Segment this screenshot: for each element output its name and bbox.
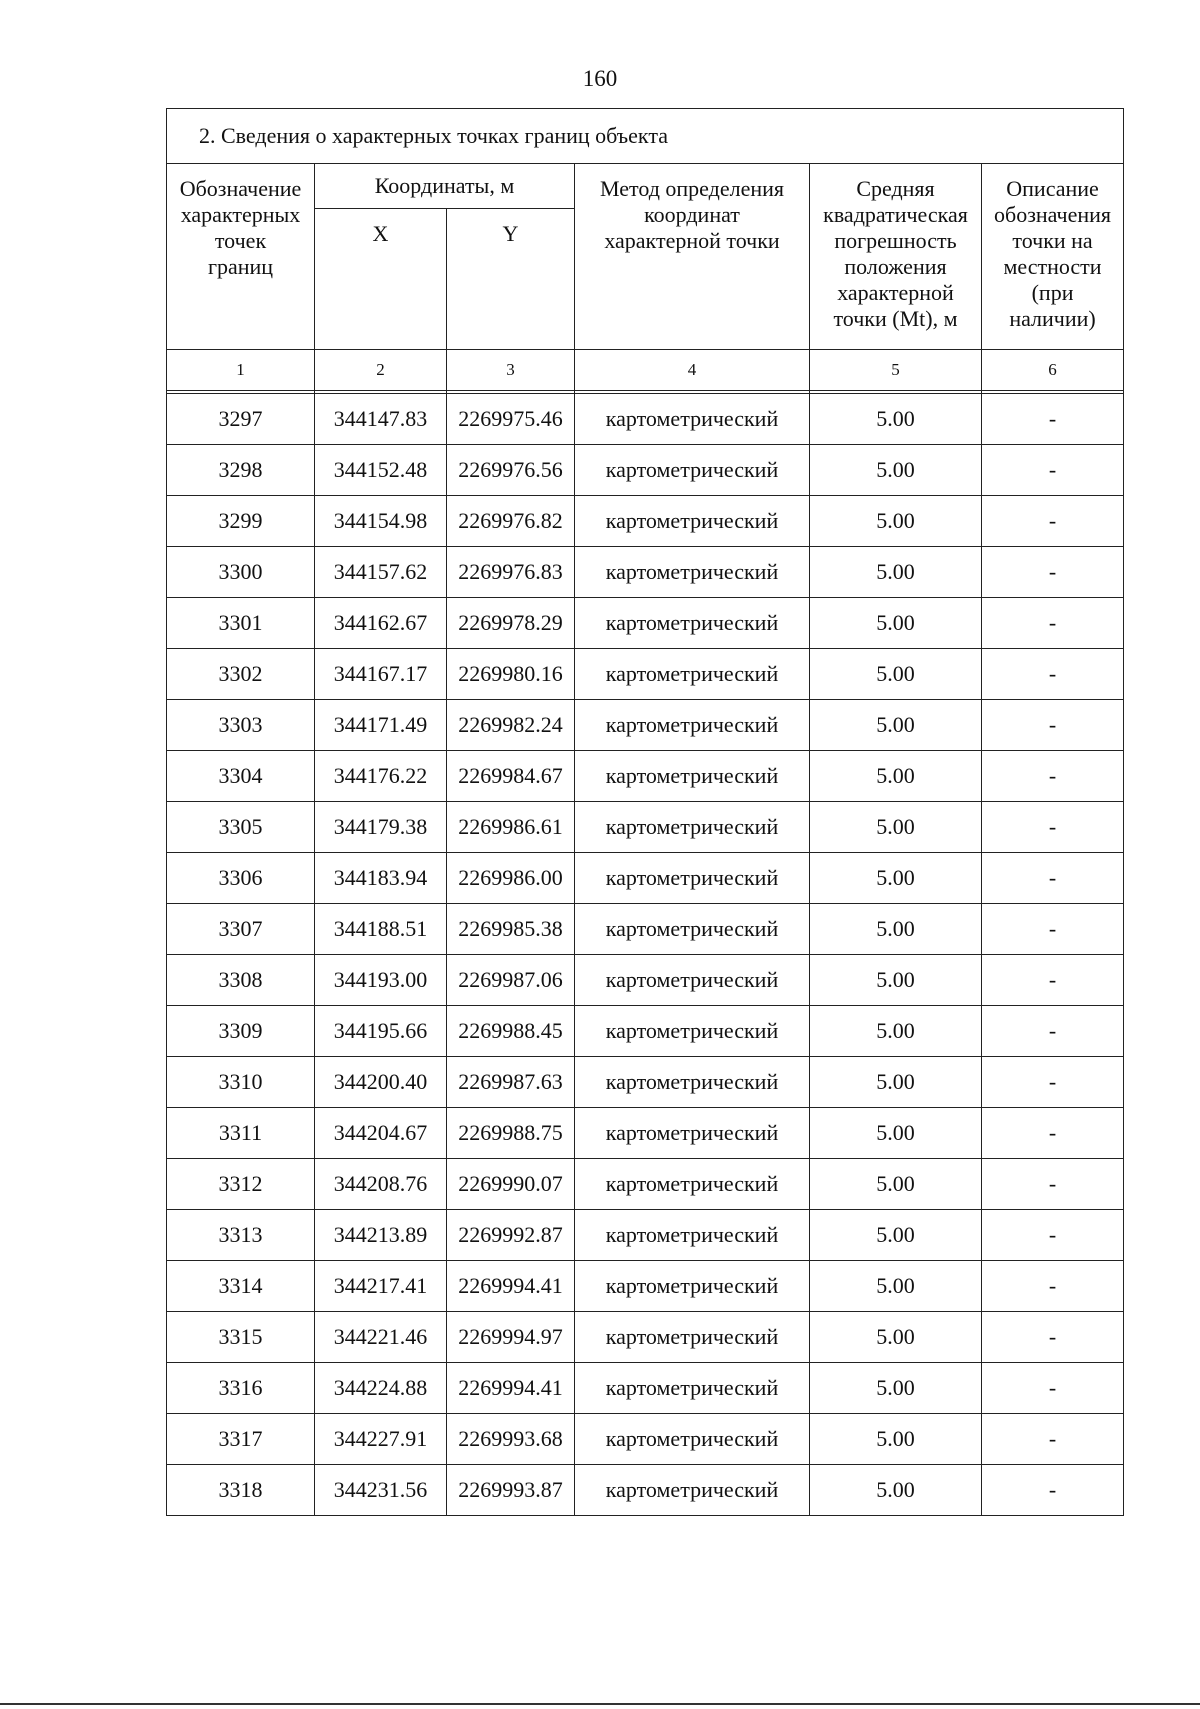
point-id-cell: 3302 xyxy=(167,649,315,700)
y-coordinate-cell: 2269988.75 xyxy=(447,1108,575,1159)
y-coordinate-cell: 2269987.63 xyxy=(447,1057,575,1108)
description-cell: - xyxy=(982,1465,1124,1516)
method-cell: картометрический xyxy=(575,1210,810,1261)
point-id-cell: 3316 xyxy=(167,1363,315,1414)
x-coordinate-cell: 344224.88 xyxy=(315,1363,447,1414)
mean-square-error-cell: 5.00 xyxy=(810,853,982,904)
header-line: наличии) xyxy=(1009,305,1096,331)
header-line: Средняя xyxy=(856,176,935,201)
method-cell: картометрический xyxy=(575,445,810,496)
y-coordinate-cell: 2269994.97 xyxy=(447,1312,575,1363)
point-id-cell: 3317 xyxy=(167,1414,315,1465)
point-id-cell: 3298 xyxy=(167,445,315,496)
table-row xyxy=(167,1006,1124,1057)
method-cell: картометрический xyxy=(575,955,810,1006)
mean-square-error-cell: 5.00 xyxy=(810,1465,982,1516)
x-coordinate-cell: 344176.22 xyxy=(315,751,447,802)
column-numbers-row xyxy=(167,350,1124,391)
header-line: положения xyxy=(844,253,947,279)
header-line: характерных xyxy=(180,201,301,227)
x-coordinate-cell: 344227.91 xyxy=(315,1414,447,1465)
description-cell: - xyxy=(982,955,1124,1006)
point-id-cell: 3309 xyxy=(167,1006,315,1057)
description-cell: - xyxy=(982,1159,1124,1210)
y-coordinate-cell: 2269982.24 xyxy=(447,700,575,751)
header-line: погрешность xyxy=(834,227,957,253)
mean-square-error-cell: 5.00 xyxy=(810,955,982,1006)
mean-square-error-cell: 5.00 xyxy=(810,802,982,853)
mean-square-error-cell: 5.00 xyxy=(810,1057,982,1108)
x-coordinate-cell: 344167.17 xyxy=(315,649,447,700)
section-title: 2. Сведения о характерных точках границ объекта xyxy=(167,109,1124,164)
x-coordinate-cell: 344179.38 xyxy=(315,802,447,853)
mean-square-error-cell: 5.00 xyxy=(810,1312,982,1363)
y-coordinate-cell: 2269984.67 xyxy=(447,751,575,802)
y-coordinate-cell: 2269986.61 xyxy=(447,802,575,853)
mean-square-error-cell: 5.00 xyxy=(810,1414,982,1465)
method-cell: картометрический xyxy=(575,853,810,904)
x-coordinate-cell: 344171.49 xyxy=(315,700,447,751)
mean-square-error-cell: 5.00 xyxy=(810,1210,982,1261)
x-coordinate-cell: 344147.83 xyxy=(315,394,447,445)
table-row xyxy=(167,547,1124,598)
description-cell: - xyxy=(982,853,1124,904)
table-row xyxy=(167,1057,1124,1108)
description-cell: - xyxy=(982,1414,1124,1465)
description-cell: - xyxy=(982,547,1124,598)
column-number: 4 xyxy=(575,350,810,391)
y-coordinate-cell: 2269994.41 xyxy=(447,1363,575,1414)
section-title-row xyxy=(167,109,1124,164)
header-line: Метод определения xyxy=(599,176,785,201)
table-row xyxy=(167,1210,1124,1261)
mean-square-error-cell: 5.00 xyxy=(810,1159,982,1210)
column-number: 1 xyxy=(167,350,315,391)
x-coordinate-cell: 344200.40 xyxy=(315,1057,447,1108)
y-coordinate-cell: 2269988.45 xyxy=(447,1006,575,1057)
table-row xyxy=(167,700,1124,751)
point-id-cell: 3308 xyxy=(167,955,315,1006)
mean-square-error-cell: 5.00 xyxy=(810,751,982,802)
mean-square-error-cell: 5.00 xyxy=(810,904,982,955)
table-row xyxy=(167,1261,1124,1312)
x-coordinate-cell: 344208.76 xyxy=(315,1159,447,1210)
header-line: границ xyxy=(207,253,274,279)
y-coordinate-cell: 2269976.82 xyxy=(447,496,575,547)
x-coordinate-cell: 344162.67 xyxy=(315,598,447,649)
y-coordinate-cell: 2269976.56 xyxy=(447,445,575,496)
x-coordinate-cell: 344152.48 xyxy=(315,445,447,496)
page-bottom-line xyxy=(0,1703,1200,1705)
header-method xyxy=(575,164,810,350)
y-coordinate-cell: 2269986.00 xyxy=(447,853,575,904)
y-coordinate-cell: 2269992.87 xyxy=(447,1210,575,1261)
method-cell: картометрический xyxy=(575,751,810,802)
x-coordinate-cell: 344221.46 xyxy=(315,1312,447,1363)
method-cell: картометрический xyxy=(575,1159,810,1210)
method-cell: картометрический xyxy=(575,394,810,445)
header-line: квадратическая xyxy=(823,201,968,227)
y-coordinate-cell: 2269990.07 xyxy=(447,1159,575,1210)
x-coordinate-cell: 344217.41 xyxy=(315,1261,447,1312)
header-line: координат xyxy=(644,201,740,227)
header-line: точек xyxy=(214,227,267,253)
point-id-cell: 3310 xyxy=(167,1057,315,1108)
method-cell: картометрический xyxy=(575,1465,810,1516)
mean-square-error-cell: 5.00 xyxy=(810,394,982,445)
point-id-cell: 3306 xyxy=(167,853,315,904)
point-id-cell: 3299 xyxy=(167,496,315,547)
method-cell: картометрический xyxy=(575,649,810,700)
header-mean-square-error xyxy=(810,164,982,350)
x-coordinate-cell: 344193.00 xyxy=(315,955,447,1006)
point-id-cell: 3297 xyxy=(167,394,315,445)
description-cell: - xyxy=(982,1363,1124,1414)
description-cell: - xyxy=(982,751,1124,802)
point-id-cell: 3311 xyxy=(167,1108,315,1159)
mean-square-error-cell: 5.00 xyxy=(810,445,982,496)
description-cell: - xyxy=(982,1312,1124,1363)
table-row xyxy=(167,1108,1124,1159)
y-coordinate-cell: 2269987.06 xyxy=(447,955,575,1006)
description-cell: - xyxy=(982,1006,1124,1057)
mean-square-error-cell: 5.00 xyxy=(810,649,982,700)
x-coordinate-cell: 344183.94 xyxy=(315,853,447,904)
table-row xyxy=(167,1414,1124,1465)
header-line: характерной точки xyxy=(604,227,780,253)
x-coordinate-cell: 344231.56 xyxy=(315,1465,447,1516)
header-row-1 xyxy=(167,164,1124,209)
method-cell: картометрический xyxy=(575,1363,810,1414)
method-cell: картометрический xyxy=(575,1261,810,1312)
point-id-cell: 3300 xyxy=(167,547,315,598)
table-row xyxy=(167,802,1124,853)
header-line: местности xyxy=(1003,253,1102,279)
mean-square-error-cell: 5.00 xyxy=(810,1363,982,1414)
method-cell: картометрический xyxy=(575,1006,810,1057)
table-row xyxy=(167,445,1124,496)
table-row xyxy=(167,394,1124,445)
method-cell: картометрический xyxy=(575,496,810,547)
method-cell: картометрический xyxy=(575,547,810,598)
table-row xyxy=(167,496,1124,547)
mean-square-error-cell: 5.00 xyxy=(810,1108,982,1159)
method-cell: картометрический xyxy=(575,1057,810,1108)
header-point-designation xyxy=(167,164,315,350)
point-id-cell: 3301 xyxy=(167,598,315,649)
method-cell: картометрический xyxy=(575,1108,810,1159)
x-coordinate-cell: 344195.66 xyxy=(315,1006,447,1057)
y-coordinate-cell: 2269976.83 xyxy=(447,547,575,598)
header-y: Y xyxy=(447,209,575,350)
column-number: 6 xyxy=(982,350,1124,391)
header-line: характерной xyxy=(837,279,954,305)
table-row xyxy=(167,904,1124,955)
point-id-cell: 3315 xyxy=(167,1312,315,1363)
y-coordinate-cell: 2269994.41 xyxy=(447,1261,575,1312)
page-number: 160 xyxy=(582,66,618,91)
method-cell: картометрический xyxy=(575,1414,810,1465)
column-number: 5 xyxy=(810,350,982,391)
y-coordinate-cell: 2269985.38 xyxy=(447,904,575,955)
description-cell: - xyxy=(982,598,1124,649)
description-cell: - xyxy=(982,1210,1124,1261)
method-cell: картометрический xyxy=(575,1312,810,1363)
description-cell: - xyxy=(982,649,1124,700)
point-id-cell: 3313 xyxy=(167,1210,315,1261)
description-cell: - xyxy=(982,1261,1124,1312)
header-line: (при xyxy=(1031,279,1074,305)
method-cell: картометрический xyxy=(575,700,810,751)
point-id-cell: 3304 xyxy=(167,751,315,802)
column-number: 3 xyxy=(447,350,575,391)
header-x: X xyxy=(315,209,447,350)
x-coordinate-cell: 344213.89 xyxy=(315,1210,447,1261)
table-row xyxy=(167,955,1124,1006)
description-cell: - xyxy=(982,496,1124,547)
x-coordinate-cell: 344157.62 xyxy=(315,547,447,598)
description-cell: - xyxy=(982,394,1124,445)
mean-square-error-cell: 5.00 xyxy=(810,1261,982,1312)
mean-square-error-cell: 5.00 xyxy=(810,598,982,649)
point-id-cell: 3314 xyxy=(167,1261,315,1312)
y-coordinate-cell: 2269993.87 xyxy=(447,1465,575,1516)
point-id-cell: 3307 xyxy=(167,904,315,955)
method-cell: картометрический xyxy=(575,802,810,853)
mean-square-error-cell: 5.00 xyxy=(810,1006,982,1057)
y-coordinate-cell: 2269978.29 xyxy=(447,598,575,649)
x-coordinate-cell: 344188.51 xyxy=(315,904,447,955)
table-row xyxy=(167,598,1124,649)
x-coordinate-cell: 344154.98 xyxy=(315,496,447,547)
table-row xyxy=(167,751,1124,802)
header-description xyxy=(982,164,1124,350)
y-coordinate-cell: 2269980.16 xyxy=(447,649,575,700)
header-coordinates: Координаты, м xyxy=(315,164,575,209)
description-cell: - xyxy=(982,700,1124,751)
boundary-points-table xyxy=(166,108,1124,1516)
mean-square-error-cell: 5.00 xyxy=(810,700,982,751)
table-row xyxy=(167,1312,1124,1363)
description-cell: - xyxy=(982,1057,1124,1108)
point-id-cell: 3305 xyxy=(167,802,315,853)
header-line: Обозначение xyxy=(179,176,302,201)
point-id-cell: 3318 xyxy=(167,1465,315,1516)
table-row xyxy=(167,853,1124,904)
header-line: Описание xyxy=(1006,176,1099,201)
header-line: обозначения xyxy=(994,201,1112,227)
description-cell: - xyxy=(982,904,1124,955)
mean-square-error-cell: 5.00 xyxy=(810,547,982,598)
method-cell: картометрический xyxy=(575,598,810,649)
mean-square-error-cell: 5.00 xyxy=(810,496,982,547)
table-row xyxy=(167,1363,1124,1414)
table-row xyxy=(167,649,1124,700)
y-coordinate-cell: 2269993.68 xyxy=(447,1414,575,1465)
y-coordinate-cell: 2269975.46 xyxy=(447,394,575,445)
column-number: 2 xyxy=(315,350,447,391)
method-cell: картометрический xyxy=(575,904,810,955)
header-line: точки (Mt), м xyxy=(833,305,958,331)
description-cell: - xyxy=(982,1108,1124,1159)
header-line: точки на xyxy=(1012,227,1093,253)
description-cell: - xyxy=(982,445,1124,496)
point-id-cell: 3312 xyxy=(167,1159,315,1210)
description-cell: - xyxy=(982,802,1124,853)
point-id-cell: 3303 xyxy=(167,700,315,751)
table-row xyxy=(167,1465,1124,1516)
x-coordinate-cell: 344204.67 xyxy=(315,1108,447,1159)
table-row xyxy=(167,1159,1124,1210)
